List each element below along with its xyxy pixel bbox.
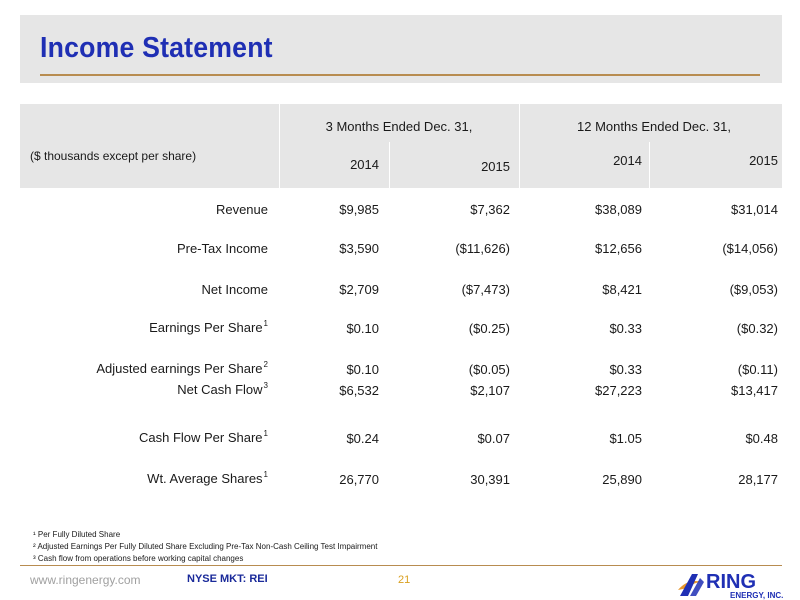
footer-rule — [20, 565, 782, 566]
footer-url-link[interactable]: www.ringenergy.com — [30, 573, 141, 587]
footnote-1: ¹ Per Fully Diluted Share — [33, 530, 121, 539]
cell-value: 30,391 — [470, 472, 510, 487]
cell-value: $2,709 — [339, 282, 379, 297]
cell-value: ($9,053) — [729, 282, 778, 297]
cell-value: ($0.11) — [737, 362, 778, 377]
year-header: 2014 — [613, 153, 642, 168]
cell-value: $0.10 — [346, 321, 379, 336]
cell-value: $7,362 — [470, 202, 510, 217]
cell-value: $0.07 — [477, 431, 510, 446]
cell-value: 26,770 — [339, 472, 379, 487]
cell-value: $12,656 — [595, 241, 642, 256]
cell-value: $0.24 — [346, 431, 379, 446]
cell-value: $6,532 — [339, 383, 379, 398]
column-divider — [519, 104, 520, 188]
cell-value: $1.05 — [609, 431, 642, 446]
logo-wordmark: RING — [706, 571, 756, 593]
cell-value: $0.33 — [609, 321, 642, 336]
cell-value: $13,417 — [731, 383, 778, 398]
cell-value: 25,890 — [602, 472, 642, 487]
cell-value: $0.33 — [609, 362, 642, 377]
group-header-3-months: 3 Months Ended Dec. 31, — [325, 119, 473, 134]
row-label: Earnings Per Share$^1$ — [149, 319, 268, 335]
footnote-3: ³ Cash flow from operations before working capital changes — [33, 554, 244, 563]
cell-value: ($0.05) — [468, 362, 510, 377]
row-label: Wt. Average Shares$^1$ — [147, 470, 268, 486]
cell-value: $9,985 — [339, 202, 379, 217]
page-number: 21 — [398, 574, 411, 586]
ring-energy-logo — [676, 568, 794, 600]
table-unit-label: ($ thousands except per share) — [30, 149, 197, 163]
row-label: Net Income — [201, 282, 268, 297]
cell-value: $38,089 — [595, 202, 642, 217]
cell-value: ($11,626) — [455, 241, 510, 256]
group-header-12-months: 12 Months Ended Dec. 31, — [577, 119, 731, 134]
cell-value: 28,177 — [738, 472, 778, 487]
cell-value: $31,014 — [731, 202, 778, 217]
column-divider — [279, 104, 280, 188]
cell-value: $3,590 — [339, 241, 379, 256]
cell-value: $8,421 — [602, 282, 642, 297]
row-label: Adjusted earnings Per Share$^2$ — [96, 360, 268, 376]
cell-value: ($14,056) — [722, 241, 778, 256]
cell-value: $2,107 — [470, 383, 510, 398]
title-rule — [40, 74, 760, 76]
footer-ticker: NYSE MKT: REI — [187, 573, 268, 585]
footnote-2: ² Adjusted Earnings Per Fully Diluted Share Excluding Pre-Tax Non-Cash Ceiling Test Impairment — [33, 542, 378, 551]
row-label: Cash Flow Per Share$^1$ — [138, 429, 268, 445]
logo-subtitle: ENERGY, INC. — [730, 591, 784, 600]
year-header: 2014 — [350, 157, 379, 172]
row-label: Revenue — [215, 202, 268, 217]
cell-value: $0.48 — [745, 431, 778, 446]
row-label: Pre-Tax Income — [176, 241, 268, 256]
page-title: Income Statement — [40, 32, 273, 64]
row-label: Net Cash Flow$^3$ — [177, 381, 268, 397]
cell-value: ($0.32) — [736, 321, 778, 336]
year-header: 2015 — [749, 153, 778, 168]
cell-value: $27,223 — [595, 383, 642, 398]
cell-value: $0.10 — [346, 362, 379, 377]
table-header-band — [20, 104, 782, 188]
cell-value: ($7,473) — [461, 282, 510, 297]
year-header: 2015 — [481, 159, 510, 174]
cell-value: ($0.25) — [468, 321, 510, 336]
